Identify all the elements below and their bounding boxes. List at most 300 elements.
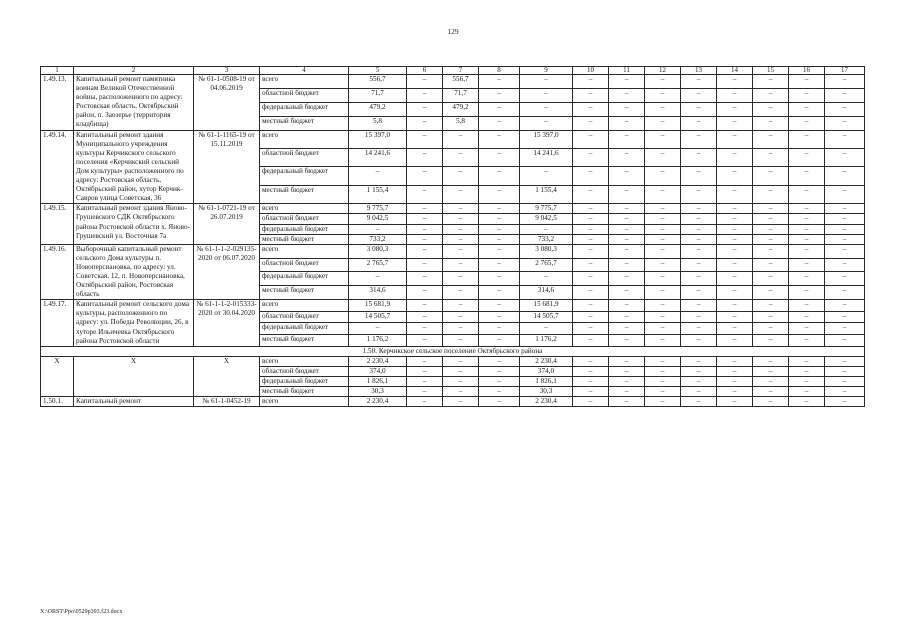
funding-source: областной бюджет: [260, 258, 349, 272]
amount-cell: –: [825, 356, 865, 366]
amount-cell: –: [573, 356, 609, 366]
amount-cell: –: [407, 204, 443, 214]
amount-cell: –: [573, 335, 609, 347]
amount-cell: –: [443, 149, 479, 167]
amount-cell: –: [479, 204, 520, 214]
column-number: 15: [753, 67, 789, 75]
amount-cell: –: [407, 356, 443, 366]
amount-cell: –: [573, 75, 609, 89]
amount-cell: –: [609, 116, 645, 130]
amount-cell: –: [753, 214, 789, 224]
amount-cell: –: [681, 335, 717, 347]
amount-cell: –: [479, 185, 520, 203]
amount-cell: –: [825, 300, 865, 312]
amount-cell: –: [681, 130, 717, 148]
amount-cell: –: [479, 224, 520, 234]
amount-cell: –: [479, 335, 520, 347]
amount-cell: –: [349, 272, 407, 286]
amount-cell: –: [609, 366, 645, 376]
amount-cell: –: [825, 366, 865, 376]
amount-cell: –: [573, 185, 609, 203]
amount-cell: –: [645, 130, 681, 148]
amount-cell: –: [609, 356, 645, 366]
amount-cell: –: [753, 234, 789, 244]
amount-cell: –: [645, 214, 681, 224]
amount-cell: –: [825, 335, 865, 347]
amount-cell: –: [789, 116, 825, 130]
amount-cell: –: [717, 356, 753, 366]
amount-cell: –: [443, 300, 479, 312]
amount-cell: –: [645, 116, 681, 130]
row-number: 1.49.16.: [41, 244, 74, 300]
column-number: 9: [520, 67, 573, 75]
amount-cell: –: [645, 167, 681, 185]
amount-cell: –: [573, 397, 609, 407]
amount-cell: –: [789, 88, 825, 102]
amount-cell: –: [645, 397, 681, 407]
funding-source: областной бюджет: [260, 366, 349, 376]
amount-cell: 71,7: [349, 88, 407, 102]
amount-cell: 71,7: [443, 88, 479, 102]
amount-cell: –: [609, 167, 645, 185]
amount-cell: –: [407, 300, 443, 312]
amount-cell: –: [645, 272, 681, 286]
amount-cell: –: [443, 387, 479, 397]
amount-cell: –: [443, 258, 479, 272]
table-row: [41, 300, 865, 312]
amount-cell: –: [479, 88, 520, 102]
amount-cell: –: [681, 300, 717, 312]
amount-cell: –: [825, 88, 865, 102]
amount-cell: –: [573, 167, 609, 185]
amount-cell: –: [753, 356, 789, 366]
amount-cell: –: [681, 116, 717, 130]
amount-cell: 30,3: [349, 387, 407, 397]
funding-source: местный бюджет: [260, 234, 349, 244]
amount-cell: –: [573, 130, 609, 148]
amount-cell: –: [645, 185, 681, 203]
funding-source: местный бюджет: [260, 387, 349, 397]
amount-cell: –: [681, 286, 717, 300]
amount-cell: –: [789, 75, 825, 89]
page-number: 129: [447, 27, 459, 36]
amount-cell: –: [479, 75, 520, 89]
amount-cell: –: [753, 258, 789, 272]
amount-cell: –: [479, 149, 520, 167]
funding-source: федеральный бюджет: [260, 377, 349, 387]
amount-cell: –: [789, 185, 825, 203]
amount-cell: 1 826,1: [349, 377, 407, 387]
amount-cell: –: [407, 75, 443, 89]
amount-cell: –: [681, 88, 717, 102]
amount-cell: –: [645, 335, 681, 347]
column-number-row: [41, 67, 865, 75]
amount-cell: –: [407, 387, 443, 397]
amount-cell: –: [825, 204, 865, 214]
amount-cell: –: [753, 397, 789, 407]
column-number: 7: [443, 67, 479, 75]
amount-cell: –: [407, 286, 443, 300]
amount-cell: –: [825, 116, 865, 130]
amount-cell: –: [753, 387, 789, 397]
amount-cell: –: [609, 286, 645, 300]
amount-cell: 14 505,7: [520, 311, 573, 323]
amount-cell: –: [609, 204, 645, 214]
amount-cell: –: [681, 387, 717, 397]
funding-source: всего: [260, 356, 349, 366]
amount-cell: 3 080,3: [349, 244, 407, 258]
amount-cell: –: [645, 377, 681, 387]
amount-cell: 2 230,4: [520, 397, 573, 407]
amount-cell: –: [443, 397, 479, 407]
funding-source: местный бюджет: [260, 286, 349, 300]
amount-cell: –: [789, 204, 825, 214]
amount-cell: –: [753, 102, 789, 116]
amount-cell: –: [753, 286, 789, 300]
amount-cell: –: [717, 286, 753, 300]
amount-cell: 9 042,5: [349, 214, 407, 224]
amount-cell: –: [407, 130, 443, 148]
amount-cell: –: [645, 75, 681, 89]
object-name: Капитальный ремонт здания Яново-Грушевского СДК Октябрьского района Ростовской области х. Яново-Грушевский ул. Восточная 7а: [74, 204, 194, 244]
amount-cell: –: [520, 75, 573, 89]
amount-cell: –: [717, 300, 753, 312]
amount-cell: –: [753, 272, 789, 286]
amount-cell: –: [825, 234, 865, 244]
amount-cell: –: [349, 323, 407, 335]
amount-cell: –: [407, 244, 443, 258]
amount-cell: –: [681, 272, 717, 286]
amount-cell: –: [479, 130, 520, 148]
amount-cell: –: [407, 185, 443, 203]
amount-cell: –: [645, 244, 681, 258]
amount-cell: –: [609, 75, 645, 89]
row-number: X: [41, 356, 74, 396]
amount-cell: 556,7: [349, 75, 407, 89]
amount-cell: –: [479, 286, 520, 300]
column-number: 6: [407, 67, 443, 75]
amount-cell: –: [825, 272, 865, 286]
amount-cell: –: [681, 185, 717, 203]
expertise-conclusion: № 61-1-0452-19: [194, 397, 260, 407]
expertise-conclusion: X: [194, 356, 260, 396]
amount-cell: –: [825, 323, 865, 335]
amount-cell: –: [681, 244, 717, 258]
amount-cell: –: [573, 88, 609, 102]
amount-cell: –: [825, 167, 865, 185]
amount-cell: –: [573, 323, 609, 335]
amount-cell: –: [645, 300, 681, 312]
amount-cell: –: [789, 258, 825, 272]
amount-cell: –: [681, 366, 717, 376]
amount-cell: –: [681, 397, 717, 407]
amount-cell: –: [717, 149, 753, 167]
amount-cell: –: [479, 397, 520, 407]
amount-cell: –: [609, 130, 645, 148]
amount-cell: 15 681,9: [349, 300, 407, 312]
amount-cell: 1 155,4: [520, 185, 573, 203]
amount-cell: –: [609, 102, 645, 116]
amount-cell: 314,6: [520, 286, 573, 300]
amount-cell: –: [753, 335, 789, 347]
amount-cell: 14 241,6: [349, 149, 407, 167]
amount-cell: –: [717, 116, 753, 130]
amount-cell: –: [645, 366, 681, 376]
amount-cell: –: [645, 286, 681, 300]
amount-cell: –: [407, 272, 443, 286]
amount-cell: –: [753, 244, 789, 258]
amount-cell: –: [825, 258, 865, 272]
object-name: Капитальный ремонт: [74, 397, 194, 407]
amount-cell: –: [681, 311, 717, 323]
amount-cell: –: [609, 272, 645, 286]
amount-cell: –: [407, 214, 443, 224]
amount-cell: –: [825, 185, 865, 203]
amount-cell: 374,0: [520, 366, 573, 376]
amount-cell: –: [753, 167, 789, 185]
amount-cell: –: [443, 204, 479, 214]
amount-cell: –: [609, 224, 645, 234]
amount-cell: 556,7: [443, 75, 479, 89]
amount-cell: –: [407, 224, 443, 234]
amount-cell: –: [407, 366, 443, 376]
amount-cell: –: [479, 258, 520, 272]
funding-source: федеральный бюджет: [260, 224, 349, 234]
amount-cell: –: [789, 102, 825, 116]
amount-cell: –: [717, 397, 753, 407]
amount-cell: –: [443, 377, 479, 387]
amount-cell: –: [681, 377, 717, 387]
amount-cell: 3 080,3: [520, 244, 573, 258]
funding-source: федеральный бюджет: [260, 272, 349, 286]
amount-cell: –: [407, 88, 443, 102]
amount-cell: –: [681, 234, 717, 244]
funding-source: местный бюджет: [260, 335, 349, 347]
amount-cell: –: [645, 311, 681, 323]
amount-cell: –: [520, 102, 573, 116]
amount-cell: –: [645, 149, 681, 167]
column-number: 12: [645, 67, 681, 75]
amount-cell: –: [520, 272, 573, 286]
amount-cell: 2 765,7: [520, 258, 573, 272]
funding-source: областной бюджет: [260, 311, 349, 323]
amount-cell: –: [717, 88, 753, 102]
amount-cell: –: [407, 149, 443, 167]
amount-cell: –: [609, 88, 645, 102]
amount-cell: –: [573, 366, 609, 376]
amount-cell: –: [479, 244, 520, 258]
object-name: Капитальный ремонт памятника воинам Великой Отечественной войны, расположенного по адресу: Ростовская область, Октябрьский район, п. Заозерье (территория кладбища): [74, 75, 194, 131]
amount-cell: –: [479, 356, 520, 366]
expertise-conclusion: № 61-1-1165-19 от 15.11.2019: [194, 130, 260, 204]
amount-cell: –: [443, 272, 479, 286]
amount-cell: –: [825, 224, 865, 234]
amount-cell: –: [645, 102, 681, 116]
amount-cell: –: [479, 116, 520, 130]
amount-cell: 9 775,7: [349, 204, 407, 214]
expertise-conclusion: № 61-1-1-2-029135-2020 от 06.07.2020: [194, 244, 260, 300]
object-name: Капитальный ремонт здания Муниципального учреждения культуры Керчикского сельского поселения «Керчикский сельский Дом культуры» расположенного по адресу: Ростовская область, Октябрьский район, хутор Керчик-Савров улица Советская, 36: [74, 130, 194, 204]
amount-cell: 15 397,0: [349, 130, 407, 148]
amount-cell: –: [789, 356, 825, 366]
amount-cell: –: [753, 149, 789, 167]
amount-cell: –: [717, 185, 753, 203]
amount-cell: –: [753, 377, 789, 387]
amount-cell: –: [479, 102, 520, 116]
amount-cell: –: [407, 167, 443, 185]
funding-source: местный бюджет: [260, 185, 349, 203]
row-number: 1.49.13.: [41, 75, 74, 131]
table-row: [41, 204, 865, 214]
amount-cell: –: [443, 311, 479, 323]
row-number: 1.49.14.: [41, 130, 74, 204]
amount-cell: –: [753, 116, 789, 130]
amount-cell: 5,8: [349, 116, 407, 130]
table-row: [41, 397, 865, 407]
amount-cell: –: [753, 311, 789, 323]
amount-cell: –: [609, 387, 645, 397]
amount-cell: –: [789, 377, 825, 387]
amount-cell: –: [479, 234, 520, 244]
object-name: Капитальный ремонт сельского дома культуры, расположенного по адресу: ул. Победы Революции, 26, в хуторе Ильичевка Октябрьского района Ростовской области: [74, 300, 194, 346]
amount-cell: –: [753, 323, 789, 335]
funding-source: всего: [260, 75, 349, 89]
amount-cell: 479,2: [349, 102, 407, 116]
amount-cell: –: [443, 234, 479, 244]
amount-cell: –: [443, 335, 479, 347]
amount-cell: –: [443, 323, 479, 335]
amount-cell: –: [407, 102, 443, 116]
amount-cell: –: [479, 323, 520, 335]
amount-cell: –: [443, 244, 479, 258]
amount-cell: –: [789, 224, 825, 234]
amount-cell: –: [573, 102, 609, 116]
amount-cell: –: [645, 234, 681, 244]
amount-cell: –: [789, 130, 825, 148]
amount-cell: –: [753, 185, 789, 203]
amount-cell: –: [717, 102, 753, 116]
amount-cell: –: [407, 335, 443, 347]
amount-cell: –: [789, 311, 825, 323]
row-number: 1.50.1.: [41, 397, 74, 407]
amount-cell: –: [825, 130, 865, 148]
amount-cell: –: [681, 224, 717, 234]
amount-cell: –: [573, 234, 609, 244]
amount-cell: –: [789, 286, 825, 300]
expertise-conclusion: № 61-1-0721-19 от 26.07.2019: [194, 204, 260, 244]
funding-source: областной бюджет: [260, 88, 349, 102]
amount-cell: 9 042,5: [520, 214, 573, 224]
amount-cell: –: [609, 335, 645, 347]
amount-cell: 5,8: [443, 116, 479, 130]
amount-cell: –: [789, 366, 825, 376]
amount-cell: –: [825, 286, 865, 300]
section-header-row: [41, 346, 865, 356]
amount-cell: –: [520, 167, 573, 185]
object-name: X: [74, 356, 194, 396]
amount-cell: –: [573, 300, 609, 312]
funding-source: областной бюджет: [260, 149, 349, 167]
amount-cell: –: [753, 130, 789, 148]
amount-cell: –: [479, 366, 520, 376]
amount-cell: –: [407, 258, 443, 272]
amount-cell: –: [349, 167, 407, 185]
amount-cell: –: [717, 387, 753, 397]
amount-cell: –: [609, 185, 645, 203]
amount-cell: –: [681, 167, 717, 185]
amount-cell: –: [443, 130, 479, 148]
table-row: [41, 244, 865, 258]
amount-cell: –: [479, 272, 520, 286]
amount-cell: –: [717, 377, 753, 387]
amount-cell: –: [717, 366, 753, 376]
funding-source: всего: [260, 300, 349, 312]
amount-cell: –: [789, 323, 825, 335]
amount-cell: –: [717, 244, 753, 258]
amount-cell: –: [645, 356, 681, 366]
amount-cell: 2 230,4: [349, 397, 407, 407]
amount-cell: –: [825, 387, 865, 397]
expertise-conclusion: № 61-1-0508-19 от 04.06.2019: [194, 75, 260, 131]
amount-cell: –: [609, 377, 645, 387]
amount-cell: –: [717, 214, 753, 224]
amount-cell: 1 176,2: [520, 335, 573, 347]
amount-cell: –: [479, 311, 520, 323]
amount-cell: –: [407, 234, 443, 244]
amount-cell: –: [573, 244, 609, 258]
funding-source: федеральный бюджет: [260, 167, 349, 185]
amount-cell: –: [789, 149, 825, 167]
amount-cell: –: [717, 130, 753, 148]
amount-cell: –: [609, 311, 645, 323]
amount-cell: 1 826,1: [520, 377, 573, 387]
amount-cell: –: [717, 272, 753, 286]
amount-cell: –: [789, 272, 825, 286]
amount-cell: –: [717, 311, 753, 323]
amount-cell: 15 397,0: [520, 130, 573, 148]
amount-cell: –: [753, 224, 789, 234]
budget-table: [40, 66, 865, 407]
column-number: 1: [41, 67, 74, 75]
amount-cell: –: [717, 258, 753, 272]
amount-cell: –: [645, 387, 681, 397]
amount-cell: –: [573, 377, 609, 387]
amount-cell: –: [753, 88, 789, 102]
amount-cell: –: [717, 75, 753, 89]
amount-cell: –: [717, 167, 753, 185]
funding-source: всего: [260, 397, 349, 407]
amount-cell: –: [825, 214, 865, 224]
column-number: 14: [717, 67, 753, 75]
amount-cell: –: [717, 335, 753, 347]
column-number: 16: [789, 67, 825, 75]
amount-cell: –: [681, 214, 717, 224]
amount-cell: –: [520, 88, 573, 102]
funding-source: всего: [260, 130, 349, 148]
amount-cell: –: [407, 116, 443, 130]
amount-cell: –: [789, 214, 825, 224]
row-number: 1.49.17.: [41, 300, 74, 346]
table-row: [41, 356, 865, 366]
amount-cell: –: [573, 214, 609, 224]
amount-cell: –: [407, 311, 443, 323]
amount-cell: –: [609, 323, 645, 335]
amount-cell: 2 765,7: [349, 258, 407, 272]
amount-cell: –: [609, 214, 645, 224]
column-number: 5: [349, 67, 407, 75]
amount-cell: –: [407, 377, 443, 387]
amount-cell: –: [645, 323, 681, 335]
